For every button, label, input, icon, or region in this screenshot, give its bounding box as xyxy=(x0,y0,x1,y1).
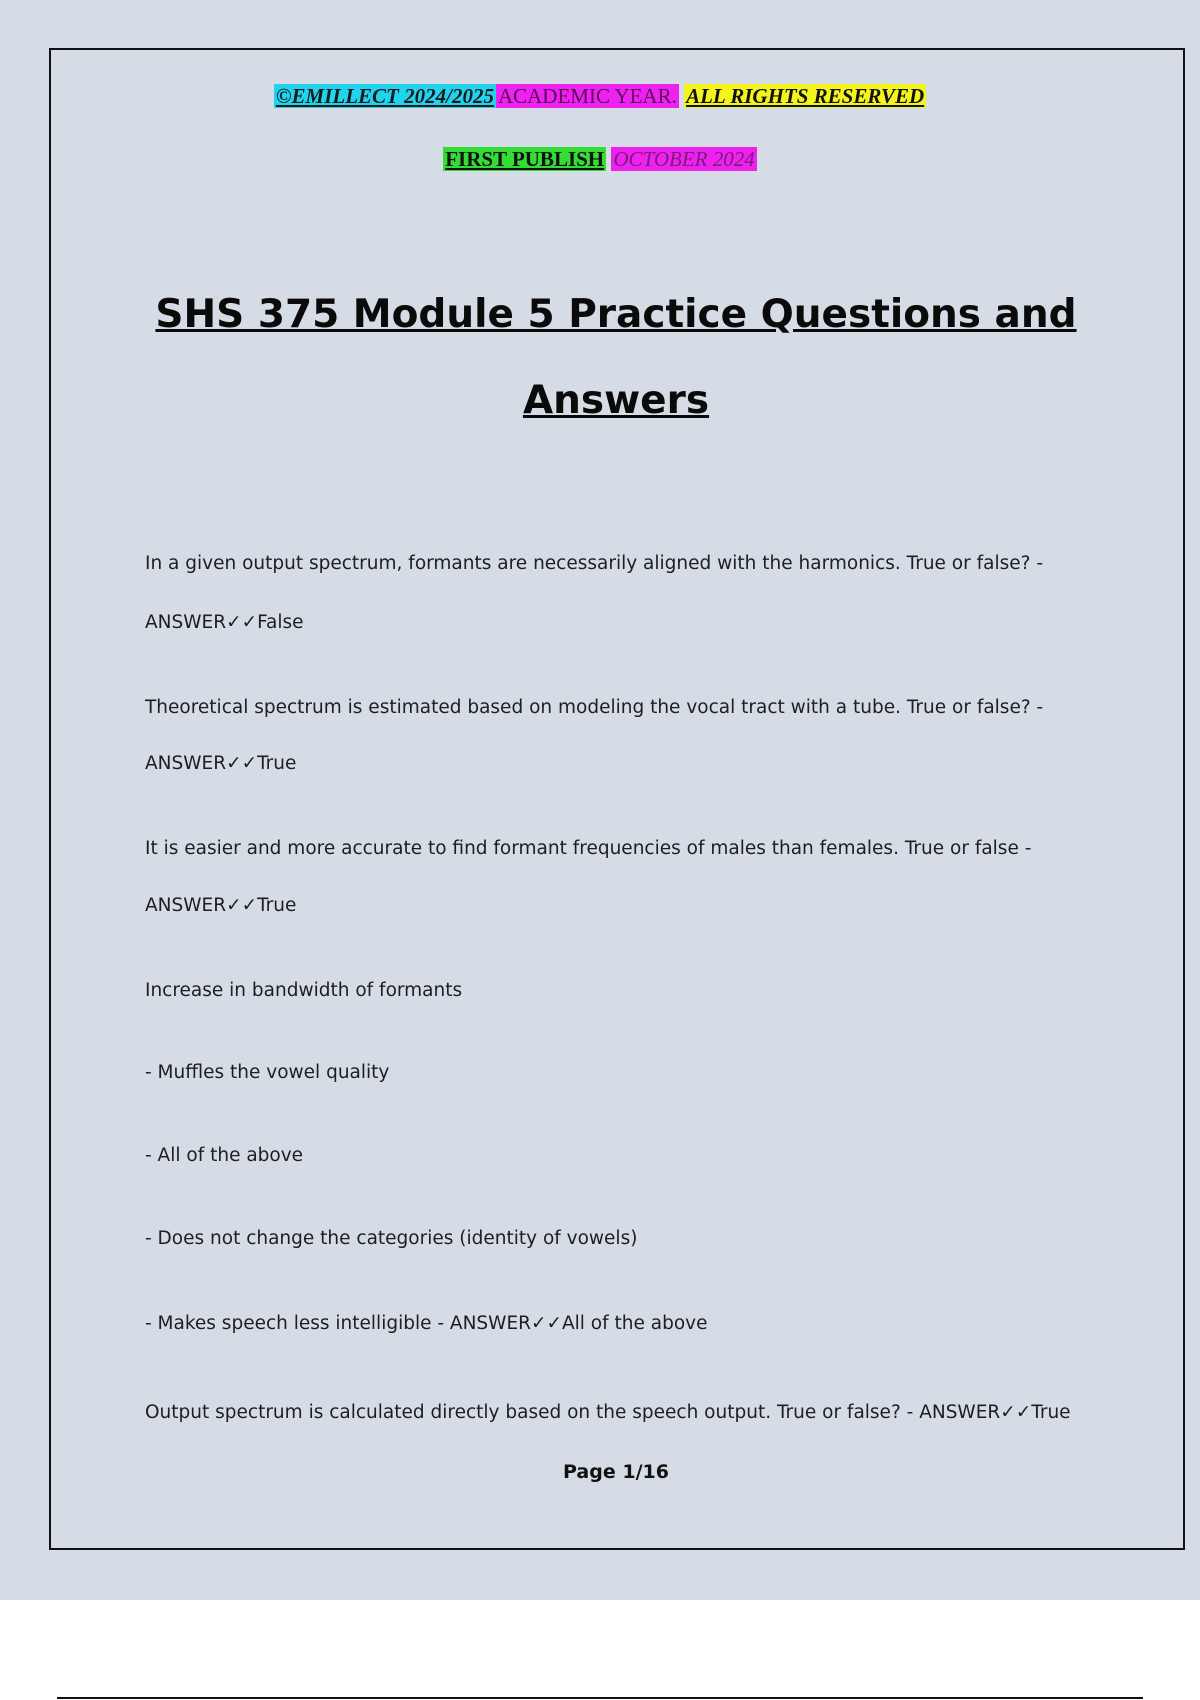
copyright-highlight: ©EMILLECT 2024/2025 xyxy=(275,84,494,108)
copyright-header xyxy=(0,84,1200,109)
publish-header xyxy=(0,147,1200,172)
question-line: Theoretical spectrum is estimated based on modeling the vocal tract with a tube. True or false? - xyxy=(145,697,1044,718)
document-title xyxy=(0,272,1200,444)
option-line: - Does not change the categories (identity of vowels) xyxy=(145,1228,638,1249)
rights-highlight: ALL RIGHTS RESERVED xyxy=(686,84,925,108)
answer-line: ANSWER✓✓True xyxy=(145,895,297,916)
answer-line: ANSWER✓✓False xyxy=(145,612,304,633)
footer-rule xyxy=(57,1697,1143,1699)
academic-year-highlight: ACADEMIC YEAR. xyxy=(497,84,677,108)
answer-line: ANSWER✓✓True xyxy=(145,753,297,774)
question-line: It is easier and more accurate to find formant frequencies of males than females. True or false - xyxy=(145,838,1032,859)
question-line: Increase in bandwidth of formants xyxy=(145,980,463,1001)
first-publish-highlight: FIRST PUBLISH xyxy=(445,147,605,171)
option-line: - All of the above xyxy=(145,1145,304,1166)
option-line: - Makes speech less intelligible - ANSWER✓✓All of the above xyxy=(145,1313,708,1334)
question-line: Output spectrum is calculated directly based on the speech output. True or false? - ANSWER✓✓True xyxy=(145,1402,1071,1423)
option-line: - Muffles the vowel quality xyxy=(145,1062,390,1083)
page-number: Page 1/16 xyxy=(563,1461,669,1483)
title-line-1: SHS 375 Module 5 Practice Questions and xyxy=(155,292,1077,337)
publish-date-highlight: OCTOBER 2024 xyxy=(613,147,755,171)
title-line-2: Answers xyxy=(522,378,710,423)
question-line: In a given output spectrum, formants are necessarily aligned with the harmonics. True or false? - xyxy=(145,553,1043,574)
